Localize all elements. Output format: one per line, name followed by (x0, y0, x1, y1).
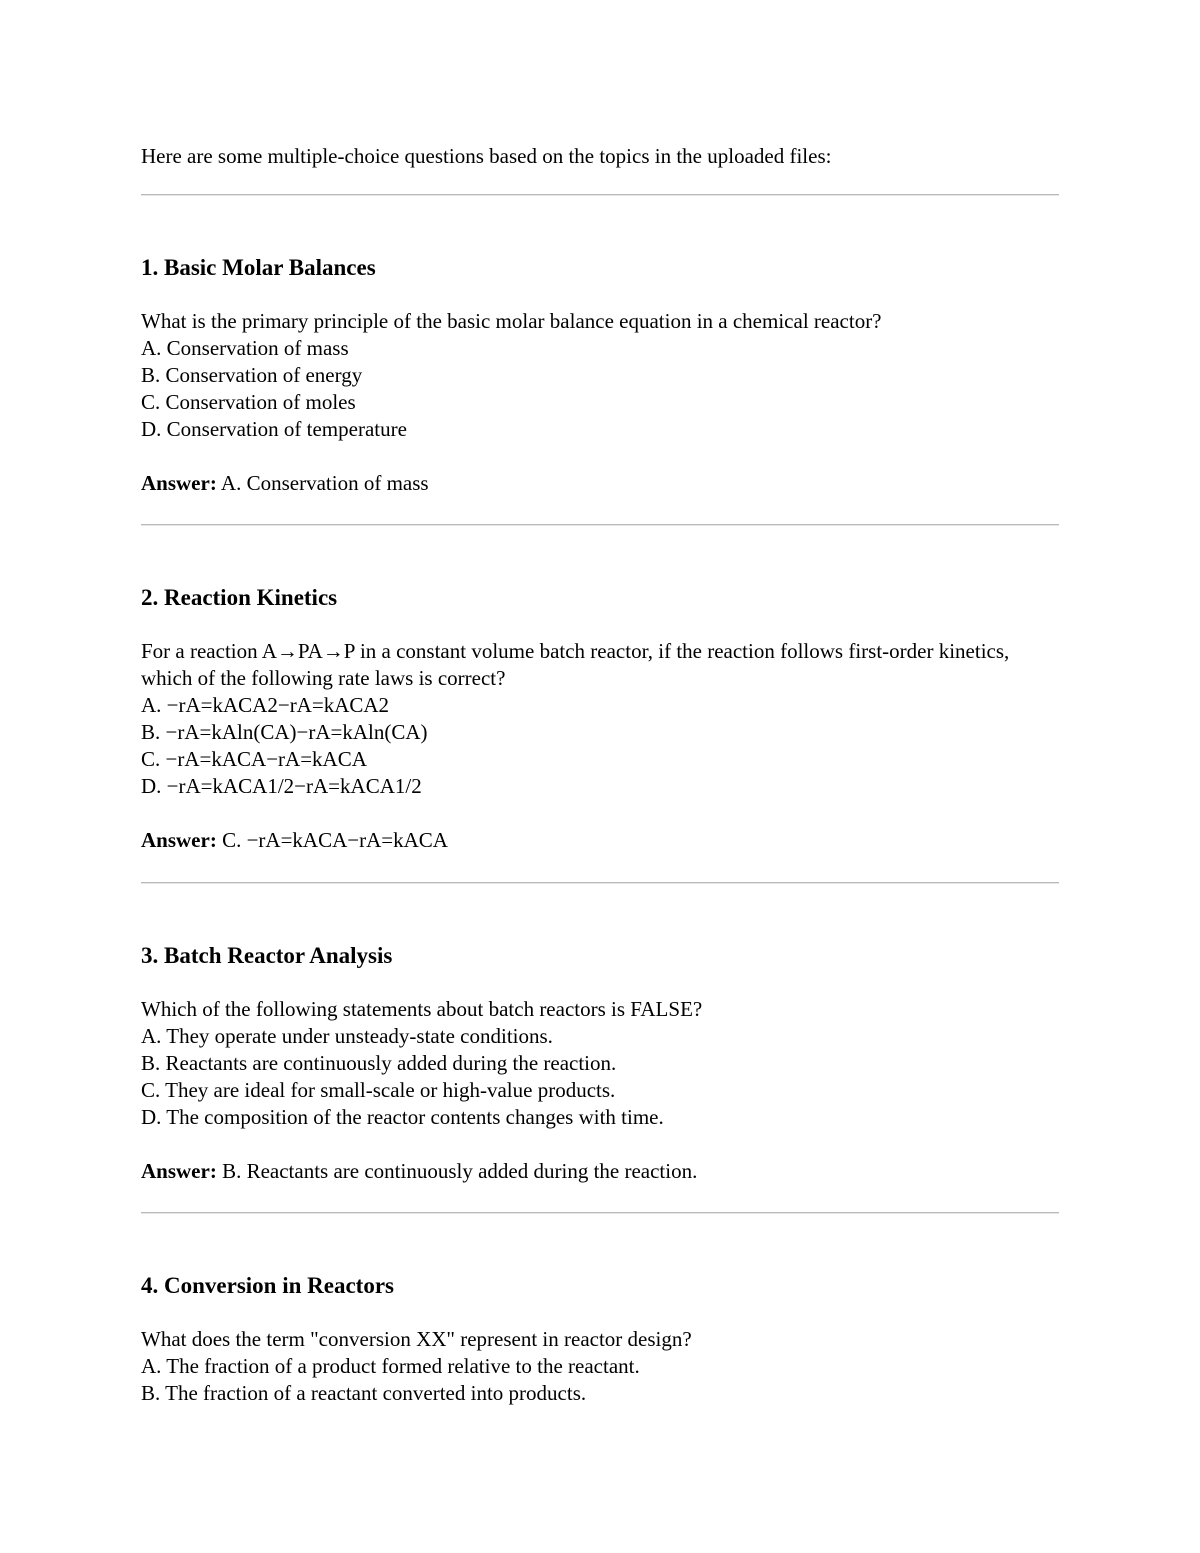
option-d: D. −rA=kACA1/2−rA=kACA1/2 (141, 774, 422, 798)
option-b: B. The fraction of a reactant converted into products. (141, 1381, 587, 1405)
question-text: For a reaction A→PA→P in a constant volume batch reactor, if the reaction follows first-order kinetics, which of the following rate laws is correct? (141, 639, 1010, 690)
answer-line (141, 470, 1059, 497)
option-a: A. The fraction of a product formed relative to the reactant. (141, 1354, 640, 1378)
option-a: A. Conservation of mass (141, 336, 349, 360)
option-b: B. Conservation of energy (141, 363, 363, 387)
answer-line (141, 827, 1059, 854)
option-c: C. They are ideal for small-scale or high-value products. (141, 1078, 616, 1102)
answer-text: A. Conservation of mass (220, 471, 429, 495)
option-d: D. Conservation of temperature (141, 417, 407, 441)
option-b: B. −rA=kAln(CA)−rA=kAln(CA) (141, 720, 428, 744)
option-c: C. Conservation of moles (141, 390, 356, 414)
option-b: B. Reactants are continuously added during the reaction. (141, 1051, 617, 1075)
answer-text: C. −rA=kACA−rA=kACA (222, 828, 448, 852)
question-section-4 (141, 1271, 1059, 1407)
question-section-3 (141, 941, 1059, 1185)
divider (141, 194, 1059, 196)
question-section-2 (141, 583, 1059, 854)
section-heading: 1. Basic Molar Balances (141, 255, 376, 280)
option-c: C. −rA=kACA−rA=kACA (141, 747, 367, 771)
option-a: A. They operate under unsteady-state conditions. (141, 1024, 553, 1048)
option-d: D. The composition of the reactor contents changes with time. (141, 1105, 664, 1129)
answer-text: B. Reactants are continuously added during the reaction. (222, 1159, 698, 1183)
section-heading: 3. Batch Reactor Analysis (141, 943, 393, 968)
question-section-1 (141, 253, 1059, 497)
divider (141, 524, 1059, 526)
divider (141, 882, 1059, 884)
section-heading: 4. Conversion in Reactors (141, 1273, 394, 1298)
answer-label: Answer: (141, 1159, 217, 1183)
option-a: A. −rA=kACA2−rA=kACA2 (141, 693, 390, 717)
section-heading: 2. Reaction Kinetics (141, 585, 338, 610)
question-block (141, 1326, 1059, 1407)
answer-label: Answer: (141, 828, 217, 852)
question-text: What does the term "conversion XX" represent in reactor design? (141, 1327, 692, 1351)
question-text: What is the primary principle of the basic molar balance equation in a chemical reactor? (141, 309, 882, 333)
question-block (141, 308, 1059, 443)
answer-line (141, 1158, 1059, 1185)
intro-text: Here are some multiple-choice questions based on the topics in the uploaded files: (141, 144, 832, 168)
answer-label: Answer: (141, 471, 217, 495)
question-block (141, 996, 1059, 1131)
question-block (141, 638, 1059, 800)
divider (141, 1212, 1059, 1214)
question-text: Which of the following statements about batch reactors is FALSE? (141, 997, 703, 1021)
